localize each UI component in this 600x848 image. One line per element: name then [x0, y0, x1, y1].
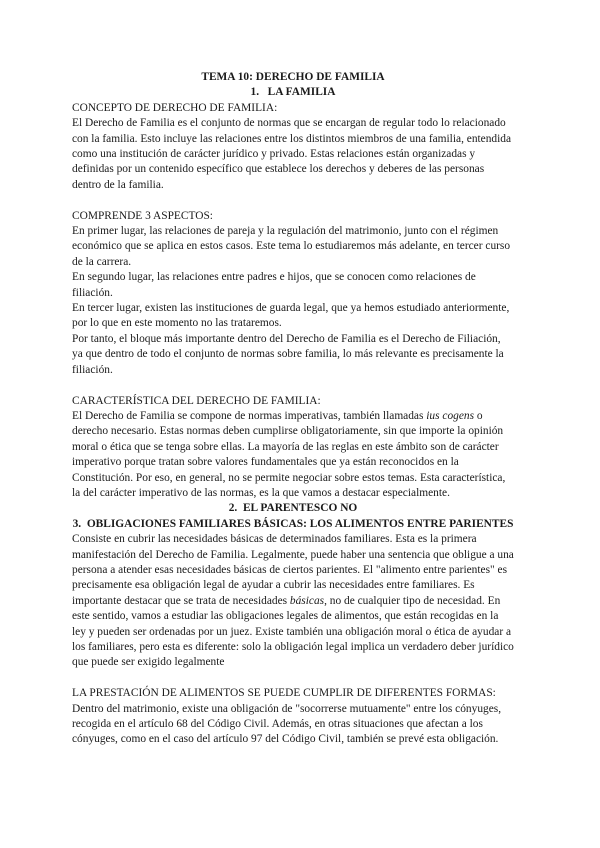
prestacion-paragraph: Dentro del matrimonio, existe una obligación de "socorrerse mutuamente" entre los cónyuges, recogida en el artículo 68 del Código Civil. Además, en otras situaciones que afectan a los cónyuges, como en el caso del artículo 97 del Código Civil, también se prevé esta obligación. [72, 702, 502, 746]
section-1-title: LA FAMILIA [267, 86, 336, 99]
caracteristica-heading: CARACTERÍSTICA DEL DERECHO DE FAMILIA: [72, 394, 321, 407]
section-1-heading [72, 85, 514, 100]
section-3-heading [72, 517, 514, 532]
section-1-number: 1. [250, 86, 260, 99]
section-3-title: OBLIGACIONES FAMILIARES BÁSICAS: LOS ALIMENTOS ENTRE PARIENTES [86, 517, 514, 530]
alimentos-italic: básicas [289, 594, 325, 607]
section-3-number: 3. [72, 517, 82, 530]
aspectos-paragraph-3: En tercer lugar, existen las instituciones de guarda legal, que ya hemos estudiado anteriormente, por lo que en este momento no las trataremos. [72, 302, 510, 330]
aspectos-heading: COMPRENDE 3 ASPECTOS: [72, 209, 213, 222]
concepto-heading: CONCEPTO DE DERECHO DE FAMILIA: [72, 101, 278, 114]
caracteristica-paragraph [72, 409, 514, 501]
alimentos-paragraph [72, 532, 514, 671]
alimentos-text-b: , no de cualquier tipo de necesidad. En este sentido, vamos a estudiar las obligaciones legales de alimentos, que están recogidas en la ley y pueden ser ordenadas por un juez. Existe también una obligación moral o ética de ayudar a los familiares, pero esta es diferente: solo la obligación legal implica un verdadero deber jurídico que puede ser exigido legalmente [72, 594, 514, 669]
section-2-title: EL PARENTESCO NO [242, 502, 358, 515]
section-2-number: 2. [228, 502, 238, 515]
caracteristica-italic: ius cogens [426, 409, 475, 422]
aspectos-paragraph-4: Por tanto, el bloque más importante dentro del Derecho de Familia es el Derecho de Filiación, ya que dentro de todo el conjunto de normas sobre familia, lo más relevante es precisamente la filiación. [72, 332, 504, 376]
aspectos-paragraph-1: En primer lugar, las relaciones de pareja y la regulación del matrimonio, junto con el régimen económico que se aplica en estos casos. Este tema lo estudiaremos más adelante, en tercer curso de la carrera. [72, 225, 511, 268]
concepto-paragraph: El Derecho de Familia es el conjunto de normas que se encargan de regular todo lo relacionado con la familia. Esto incluye las relaciones entre los distintos miembros de una familia, entendida como una institución de carácter jurídico y privado. Estas relaciones están organizadas y definidas por un contenido específico que establece los derechos y deberes de las personas dentro de la familia. [72, 117, 512, 191]
caracteristica-text-b: o derecho necesario. Estas normas deben cumplirse obligatoriamente, sin que importe la opinión moral o ética que se tenga sobre ellas. La mayoría de las reglas en este ámbito son de carácter imperativo porque tratan sobre valores fundamentales que ya están reconocidos en la Constitución. Por eso, en general, no se permite negociar sobre estos temas. Esta característica, la del carácter imperativo de las normas, es la que vamos a destacar especialmente. [72, 409, 506, 499]
caracteristica-text-a: El Derecho de Familia se compone de normas imperativas, también llamadas [72, 409, 427, 422]
aspectos-paragraph-2: En segundo lugar, las relaciones entre padres e hijos, que se conocen como relaciones de filiación. [72, 271, 476, 299]
prestacion-heading: LA PRESTACIÓN DE ALIMENTOS SE PUEDE CUMPLIR DE DIFERENTES FORMAS: [72, 687, 496, 700]
section-2-heading [72, 501, 514, 516]
document-title: TEMA 10: DERECHO DE FAMILIA [201, 71, 385, 83]
document-page [72, 70, 514, 748]
alimentos-text-a: Consiste en cubrir las necesidades básicas de determinados familiares. Esta es la primera manifestación del Derecho de Familia. Legalmente, puede haber una sentencia que obligue a una persona a atender esas necesidades básicas de ciertos parientes. El "alimento entre parientes" es precisamente esa obligación legal de ayudar a cubrir las necesidades entre familiares. Es importante destacar que se trata de necesidades [72, 533, 514, 607]
